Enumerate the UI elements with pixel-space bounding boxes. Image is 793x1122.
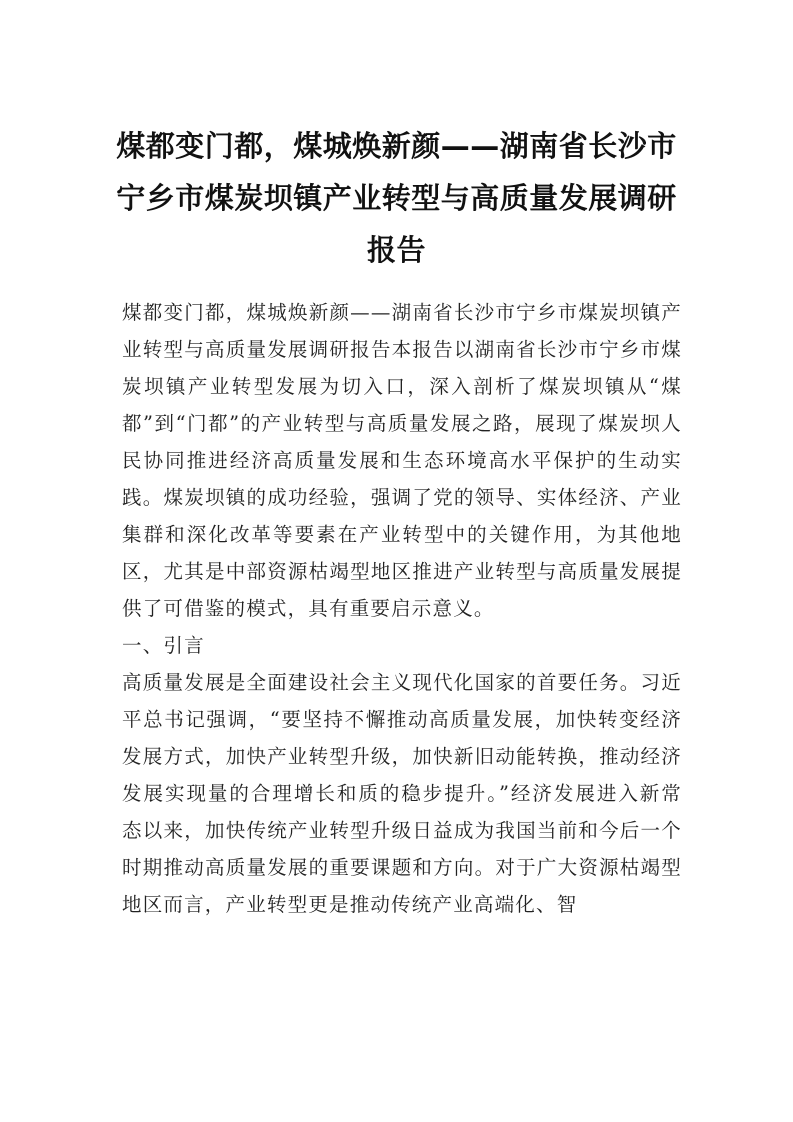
document-body — [122, 294, 682, 923]
summary-paragraph: 煤都变门都，煤城焕新颜——湖南省长沙市宁乡市煤炭坝镇产业转型与高质量发展调研报告本报告以湖南省长沙市宁乡市煤炭坝镇产业转型发展为切入口，深入剖析了煤炭坝镇从“煤都”到“门都”的产业转型与高质量发展之路，展现了煤炭坝人民协同推进经济高质量发展和生态环境高水平保护的生动实践。煤炭坝镇的成功经验，强调了党的领导、实体经济、产业集群和深化改革等要素在产业转型中的关键作用，为其他地区，尤其是中部资源枯竭型地区推进产业转型与高质量发展提供了可借鉴的模式，具有重要启示意义。 — [122, 301, 682, 620]
document-title: 煤都变门都，煤城焕新颜——湖南省长沙市宁乡市煤炭坝镇产业转型与高质量发展调研报告 — [116, 129, 677, 267]
section-heading: 一、引言 — [122, 634, 205, 657]
intro-paragraph: 高质量发展是全面建设社会主义现代化国家的首要任务。习近平总书记强调，“要坚持不懈推动高质量发展，加快转变经济发展方式，加快产业转型升级，加快新旧动能转换，推动经济发展实现量的合理增长和质的稳步提升。”经济发展进入新常态以来，加快传统产业转型升级日益成为我国当前和今后一个时期推动高质量发展的重要课题和方向。对于广大资源枯竭型地区而言，产业转型更是推动传统产业高端化、智 — [122, 671, 682, 916]
